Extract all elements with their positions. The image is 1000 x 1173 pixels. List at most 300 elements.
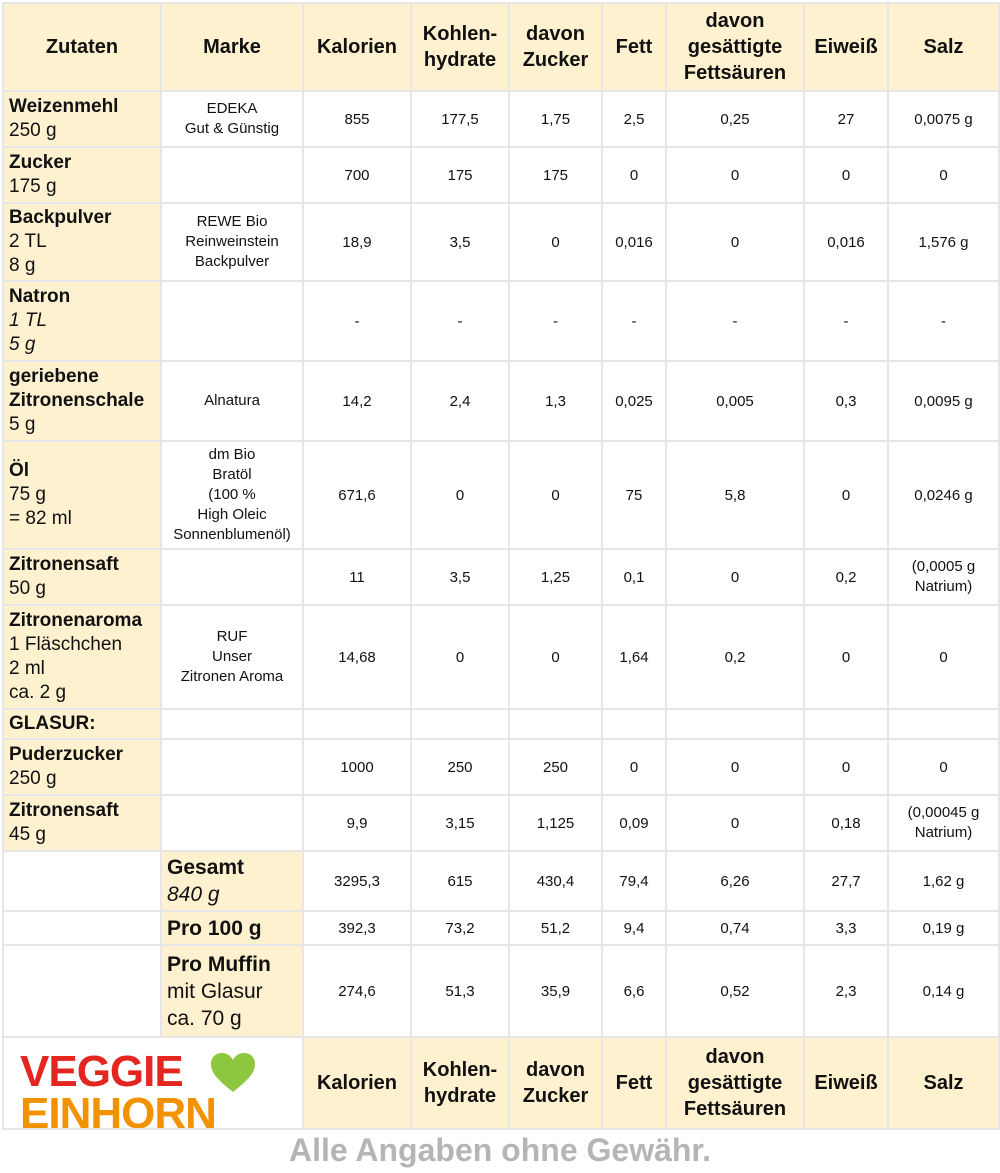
brand-cell	[161, 203, 303, 281]
total-value-cell	[509, 851, 602, 911]
nutrient-value: 2,5	[623, 110, 645, 128]
brand-cell	[161, 441, 303, 549]
ingredient-amount: 50 g	[9, 578, 46, 599]
ingredient-name: geriebene Zitronenschale	[9, 366, 145, 411]
brand-cell	[161, 795, 303, 851]
value-cell	[509, 549, 602, 605]
total-value: 35,9	[540, 982, 571, 1000]
column-header-label: Kalorien	[316, 36, 398, 58]
logo-line-1: VEGGIE	[20, 1047, 183, 1096]
ingredient-amount: 8 g	[9, 255, 36, 276]
value-cell	[602, 739, 666, 795]
value-cell	[804, 795, 888, 851]
value-cell	[411, 795, 509, 851]
nutrient-value: 0,0075 g	[914, 110, 973, 128]
nutrient-value: -	[732, 312, 738, 330]
total-label: Pro 100 g	[167, 916, 262, 940]
nutrient-value: 0	[551, 648, 560, 666]
value-cell	[804, 203, 888, 281]
value-cell	[666, 147, 804, 203]
total-value-cell	[804, 851, 888, 911]
value-cell	[666, 91, 804, 147]
column-header	[602, 3, 666, 91]
value-cell	[509, 91, 602, 147]
brand-cell	[161, 147, 303, 203]
value-cell	[303, 147, 411, 203]
ingredient-name: Natron	[9, 286, 71, 307]
nutrient-value: 0	[730, 166, 740, 184]
column-header-label: Zutaten	[45, 36, 119, 58]
column-header-bottom	[509, 1037, 602, 1129]
total-value: 2,3	[835, 982, 857, 1000]
value-cell	[804, 605, 888, 709]
value-cell	[303, 91, 411, 147]
total-value: 0,74	[720, 919, 750, 937]
value-cell	[411, 281, 509, 361]
nutrient-value: 0	[841, 486, 851, 504]
ingredient-name: Puderzucker	[9, 744, 124, 765]
value-cell	[602, 203, 666, 281]
nutrient-value: 0,0095 g	[914, 392, 973, 410]
ingredient-amount: 5 g	[9, 334, 36, 355]
logo-cell	[3, 1037, 303, 1129]
ingredient-amount: ca. 2 g	[9, 682, 67, 703]
ingredient-row	[3, 91, 999, 147]
total-label-cell	[161, 911, 303, 945]
column-header	[509, 3, 602, 91]
value-cell	[804, 441, 888, 549]
value-cell	[804, 91, 888, 147]
ingredient-row	[3, 281, 999, 361]
total-amount: ca. 70 g	[167, 1006, 242, 1030]
column-header-bottom	[666, 1037, 804, 1129]
ingredient-row	[3, 203, 999, 281]
brand-cell	[161, 605, 303, 709]
value-cell	[602, 549, 666, 605]
total-value-cell	[602, 945, 666, 1037]
nutrient-value: 0	[841, 758, 851, 776]
total-amount: mit Glasur	[167, 979, 263, 1003]
ingredient-name: Öl	[9, 460, 30, 481]
nutrient-value: (0,0005 g Natrium)	[911, 558, 976, 595]
total-row	[3, 851, 999, 911]
nutrient-value: 75	[625, 486, 643, 504]
total-value: 6,6	[623, 982, 645, 1000]
total-value: 3295,3	[334, 872, 380, 890]
ingredient-name-cell	[3, 709, 161, 739]
nutrient-value: 250	[447, 758, 473, 776]
nutrient-value: 175	[542, 166, 569, 184]
total-row	[3, 945, 999, 1037]
ingredient-amount: 2 ml	[9, 658, 45, 679]
nutrient-value: 18,9	[342, 233, 372, 251]
total-label-cell	[161, 945, 303, 1037]
column-header	[3, 3, 161, 91]
column-header	[666, 3, 804, 91]
nutrient-value: 3,5	[449, 568, 471, 586]
nutrient-value: 1,3	[545, 392, 566, 410]
total-value-cell	[303, 851, 411, 911]
brand-cell	[161, 281, 303, 361]
total-value: 1,62 g	[922, 872, 965, 890]
ingredient-row	[3, 361, 999, 441]
total-value: 51,3	[445, 982, 475, 1000]
value-cell	[602, 795, 666, 851]
value-cell	[804, 147, 888, 203]
ingredient-row	[3, 441, 999, 549]
total-value: 615	[447, 872, 473, 890]
nutrient-value: -	[553, 312, 558, 330]
total-value-cell	[666, 911, 804, 945]
column-header-label: davon gesättigte Fettsäuren	[683, 10, 787, 84]
value-cell	[509, 441, 602, 549]
value-cell	[804, 361, 888, 441]
brand-name: Alnatura	[204, 392, 260, 409]
nutrient-value: 0	[629, 166, 639, 184]
value-cell	[303, 605, 411, 709]
nutrient-value: 175	[447, 166, 473, 184]
footer-header-row	[3, 1037, 999, 1129]
column-header-label: Eiweiß	[814, 1072, 878, 1094]
ingredient-row	[3, 147, 999, 203]
nutrient-value: 0,1	[623, 568, 645, 586]
value-cell	[411, 605, 509, 709]
empty-cell	[3, 911, 161, 945]
ingredient-amount: 1 TL	[9, 310, 48, 331]
total-value: 430,4	[536, 872, 575, 890]
column-header-label: davon Zucker	[522, 23, 589, 71]
nutrient-value: 14,2	[342, 392, 372, 410]
nutrient-value: 0,18	[831, 814, 861, 832]
nutrient-value: 5,8	[724, 486, 746, 504]
total-value-cell	[411, 851, 509, 911]
total-value-cell	[888, 945, 999, 1037]
column-header-label: Marke	[203, 36, 261, 58]
value-cell	[509, 709, 602, 739]
column-header-label: Salz	[923, 1072, 964, 1094]
value-cell	[888, 91, 999, 147]
ingredient-row	[3, 549, 999, 605]
nutrient-value: 3,5	[449, 233, 471, 251]
nutrient-value: 0	[730, 758, 740, 776]
disclaimer-text: Alle Angaben ohne Gewähr.	[289, 1132, 711, 1168]
ingredient-name-cell	[3, 91, 161, 147]
ingredient-amount: 2 TL	[9, 231, 47, 252]
value-cell	[888, 361, 999, 441]
column-header	[411, 3, 509, 91]
ingredient-name: Backpulver	[9, 207, 112, 228]
nutrient-value: -	[457, 312, 463, 330]
value-cell	[411, 361, 509, 441]
total-value: 0,19 g	[922, 919, 965, 937]
total-value: 79,4	[619, 872, 649, 890]
brand-name: REWE Bio Reinweinstein Backpulver	[185, 213, 279, 270]
value-cell	[602, 709, 666, 739]
value-cell	[804, 709, 888, 739]
value-cell	[411, 739, 509, 795]
ingredient-row	[3, 605, 999, 709]
total-value-cell	[411, 945, 509, 1037]
ingredient-name-cell	[3, 281, 161, 361]
nutrient-value: 1,576 g	[918, 233, 969, 251]
ingredient-name-cell	[3, 549, 161, 605]
total-value-cell	[804, 911, 888, 945]
value-cell	[666, 203, 804, 281]
value-cell	[303, 739, 411, 795]
value-cell	[509, 147, 602, 203]
value-cell	[411, 549, 509, 605]
column-header-label: davon gesättigte Fettsäuren	[683, 1046, 787, 1120]
total-value-cell	[509, 911, 602, 945]
heart-icon	[210, 1052, 256, 1094]
value-cell	[411, 91, 509, 147]
column-header-bottom	[303, 1037, 411, 1129]
value-cell	[602, 147, 666, 203]
nutrient-value: 0,005	[716, 392, 754, 410]
ingredient-amount: 250 g	[9, 768, 57, 789]
ingredient-row	[3, 739, 999, 795]
nutrient-value: 0,0246 g	[914, 486, 973, 504]
value-cell	[888, 605, 999, 709]
value-cell	[804, 549, 888, 605]
value-cell	[509, 739, 602, 795]
nutrient-value: 700	[344, 166, 370, 184]
value-cell	[509, 605, 602, 709]
total-value-cell	[888, 851, 999, 911]
ingredient-name-cell	[3, 605, 161, 709]
column-header-label: davon Zucker	[522, 1059, 589, 1107]
brand-cell	[161, 549, 303, 605]
brand-cell	[161, 739, 303, 795]
total-value: 3,3	[835, 919, 857, 937]
value-cell	[888, 147, 999, 203]
column-header	[303, 3, 411, 91]
value-cell	[888, 709, 999, 739]
total-value: 274,6	[338, 982, 376, 1000]
nutrient-value: 27	[837, 110, 855, 128]
value-cell	[303, 361, 411, 441]
nutrient-value: 0	[939, 758, 948, 776]
nutrient-value: 1000	[340, 758, 374, 776]
nutrient-value: 0	[551, 233, 560, 251]
brand-name: EDEKA Gut & Günstig	[184, 100, 280, 137]
value-cell	[602, 281, 666, 361]
total-value: 27,7	[831, 872, 861, 890]
column-header-label: Salz	[923, 36, 964, 58]
value-cell	[666, 739, 804, 795]
nutrient-value: 0	[455, 486, 465, 504]
nutrient-value: 1,25	[540, 568, 571, 586]
column-header-label: Kohlen- hydrate	[422, 23, 498, 71]
ingredient-name: GLASUR:	[9, 713, 96, 734]
column-header	[888, 3, 999, 91]
total-value-cell	[411, 911, 509, 945]
empty-cell	[3, 851, 161, 911]
ingredient-amount: = 82 ml	[9, 508, 72, 529]
nutrient-value: -	[354, 312, 360, 330]
total-value: 51,2	[540, 919, 571, 937]
nutrient-value: -	[631, 312, 637, 330]
nutrient-value: -	[941, 312, 946, 330]
nutrient-value: 671,6	[338, 486, 376, 504]
nutrient-value: 14,68	[338, 648, 376, 666]
nutrient-value: 0	[629, 758, 639, 776]
ingredient-name: Weizenmehl	[9, 96, 119, 117]
nutrient-value: 0	[841, 648, 851, 666]
nutrient-value: 1,125	[536, 814, 575, 832]
value-cell	[666, 361, 804, 441]
value-cell	[509, 795, 602, 851]
column-header-label: Fett	[615, 1072, 653, 1094]
ingredient-name: Zitronensaft	[9, 554, 119, 575]
nutrient-value: 0	[730, 568, 740, 586]
nutrient-value: 11	[349, 568, 365, 586]
total-value-cell	[666, 851, 804, 911]
total-value-cell	[804, 945, 888, 1037]
value-cell	[509, 361, 602, 441]
ingredient-name: Zitronenaroma	[9, 610, 143, 631]
nutrient-value: 0,025	[615, 392, 653, 410]
total-value-cell	[303, 945, 411, 1037]
column-header-bottom	[411, 1037, 509, 1129]
value-cell	[509, 281, 602, 361]
value-cell	[303, 441, 411, 549]
ingredient-amount: 45 g	[9, 824, 46, 845]
brand-cell	[161, 709, 303, 739]
total-value: 0,52	[720, 982, 750, 1000]
value-cell	[888, 795, 999, 851]
nutrient-value: 0	[841, 166, 851, 184]
ingredient-amount: 1 Fläschchen	[9, 634, 123, 655]
ingredient-name-cell	[3, 795, 161, 851]
ingredient-row	[3, 795, 999, 851]
ingredient-amount: 250 g	[9, 120, 57, 141]
value-cell	[666, 281, 804, 361]
total-value-cell	[888, 911, 999, 945]
nutrient-value: 177,5	[441, 110, 479, 128]
empty-cell	[3, 945, 161, 1037]
column-header	[804, 3, 888, 91]
value-cell	[666, 709, 804, 739]
value-cell	[303, 203, 411, 281]
nutrient-value: -	[843, 312, 849, 330]
ingredient-name-cell	[3, 739, 161, 795]
total-label: Gesamt	[167, 856, 245, 879]
nutrition-table	[2, 2, 1000, 1130]
value-cell	[666, 441, 804, 549]
value-cell	[303, 709, 411, 739]
header-row	[3, 3, 999, 91]
total-value: 73,2	[445, 919, 475, 937]
nutrient-value: 2,4	[449, 392, 471, 410]
value-cell	[303, 281, 411, 361]
ingredient-name-cell	[3, 441, 161, 549]
ingredient-row	[3, 709, 999, 739]
value-cell	[888, 739, 999, 795]
nutrient-value: 0,25	[720, 110, 750, 128]
nutrient-value: 250	[542, 758, 569, 776]
value-cell	[804, 739, 888, 795]
value-cell	[666, 795, 804, 851]
value-cell	[509, 203, 602, 281]
logo-line-2: EINHORN	[20, 1089, 216, 1129]
value-cell	[666, 549, 804, 605]
total-label: Pro Muffin	[167, 952, 271, 976]
nutrient-value: 0,016	[615, 233, 653, 251]
ingredient-amount: 5 g	[9, 414, 36, 435]
nutrient-value: 3,15	[445, 814, 475, 832]
total-value-cell	[602, 851, 666, 911]
value-cell	[602, 361, 666, 441]
nutrient-value: 0,3	[835, 392, 857, 410]
nutrient-value: 1,75	[540, 110, 571, 128]
total-value-cell	[509, 945, 602, 1037]
total-value: 6,26	[720, 872, 750, 890]
brand-name: dm Bio Bratöl (100 % High Oleic Sonnenblumenöl)	[173, 446, 291, 543]
nutrient-value: 0	[551, 486, 560, 504]
nutrient-value: 0	[455, 648, 465, 666]
brand-logo	[20, 1047, 280, 1129]
nutrient-value: 0,2	[724, 648, 746, 666]
nutrient-value: 0,2	[835, 568, 857, 586]
value-cell	[888, 281, 999, 361]
ingredient-name: Zitronensaft	[9, 800, 119, 821]
value-cell	[411, 147, 509, 203]
column-header-label: Eiweiß	[814, 36, 878, 58]
value-cell	[888, 203, 999, 281]
value-cell	[602, 91, 666, 147]
total-value-cell	[666, 945, 804, 1037]
value-cell	[411, 203, 509, 281]
brand-cell	[161, 91, 303, 147]
total-label-cell	[161, 851, 303, 911]
value-cell	[888, 549, 999, 605]
brand-cell	[161, 361, 303, 441]
value-cell	[804, 281, 888, 361]
column-header-label: Kohlen- hydrate	[422, 1059, 498, 1107]
nutrient-value: (0,00045 g Natrium)	[907, 804, 980, 841]
ingredient-amount: 175 g	[9, 176, 57, 197]
column-header-bottom	[602, 1037, 666, 1129]
total-amount: 840 g	[167, 883, 220, 906]
value-cell	[411, 709, 509, 739]
ingredient-name-cell	[3, 147, 161, 203]
nutrient-value: 0	[730, 233, 740, 251]
ingredient-name-cell	[3, 203, 161, 281]
column-header-label: Kalorien	[316, 1072, 398, 1094]
value-cell	[602, 441, 666, 549]
value-cell	[888, 441, 999, 549]
value-cell	[303, 795, 411, 851]
total-value-cell	[303, 911, 411, 945]
total-value: 9,4	[623, 919, 645, 937]
column-header-bottom	[888, 1037, 999, 1129]
ingredient-name-cell	[3, 361, 161, 441]
value-cell	[666, 605, 804, 709]
total-value-cell	[602, 911, 666, 945]
column-header-label: Fett	[615, 36, 653, 58]
ingredient-amount: 75 g	[9, 484, 46, 505]
nutrient-value: 0,09	[619, 814, 649, 832]
column-header	[161, 3, 303, 91]
column-header-bottom	[804, 1037, 888, 1129]
nutrient-value: 0	[939, 166, 948, 184]
total-value: 392,3	[338, 919, 376, 937]
nutrient-value: 0	[939, 648, 948, 666]
nutrient-value: 0	[730, 814, 740, 832]
total-row	[3, 911, 999, 945]
nutrient-value: 9,9	[346, 814, 368, 832]
